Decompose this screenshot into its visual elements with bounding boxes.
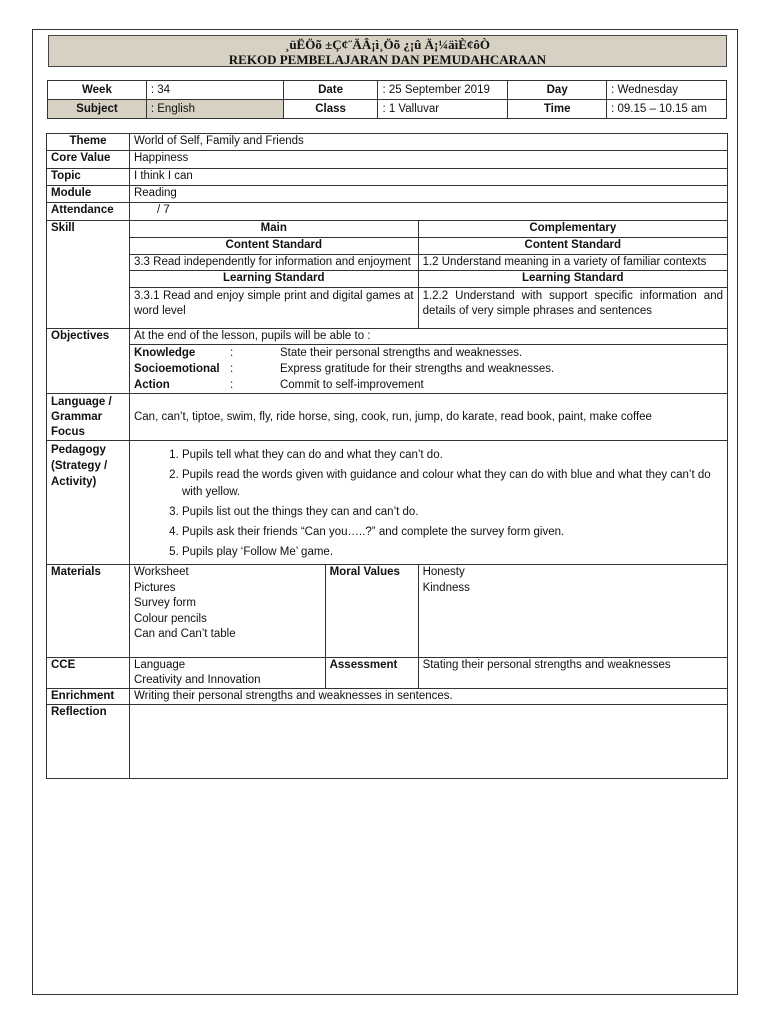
enrichment-value: Writing their personal strengths and weaknesses in sentences. <box>129 689 727 705</box>
core-value: Happiness <box>129 151 727 169</box>
week-label: Week <box>48 81 147 100</box>
header-title: REKOD PEMBELAJARAN DAN PEMUDAHCARAAN <box>228 52 547 67</box>
main-content-standard-heading: Content Standard <box>129 238 418 255</box>
reflection-label: Reflection <box>47 705 130 779</box>
pedagogy-step: 5. Pupils play ‘Follow Me’ game. <box>182 544 721 561</box>
material-item: Worksheet <box>133 566 189 578</box>
cce-list <box>129 658 325 689</box>
materials-label: Materials <box>47 565 130 658</box>
module-label: Module <box>47 186 130 203</box>
time-label: Time <box>508 100 607 119</box>
comp-learning-standard: 1.2.2 Understand with support specific information and details of very simple phrases and sentences <box>418 288 727 329</box>
header-title-tamil: ¸üËÖõ ±Ç¢¨ÄÂ¡ì¸Öõ ¿¡û Ä¡¼äìÈ¢ôÒ <box>284 37 491 52</box>
main-content-standard: 3.3 Read independently for information and enjoyment <box>129 255 418 271</box>
week-value: : 34 <box>146 81 283 100</box>
pedagogy-step: 1. Pupils tell what they can do and what they can’t do. <box>182 447 721 464</box>
moral-values-label: Moral Values <box>325 565 418 658</box>
date-label: Date <box>283 81 378 100</box>
topic-value: I think I can <box>129 169 727 186</box>
attendance-value: / 7 <box>129 203 727 221</box>
theme-label: Theme <box>47 134 130 151</box>
moral-value-item: Honesty <box>422 566 465 578</box>
module-value: Reading <box>129 186 727 203</box>
skill-label: Skill <box>47 221 130 329</box>
skill-complementary-heading: Complementary <box>418 221 727 238</box>
info-table <box>47 80 727 119</box>
main-learning-standard: 3.3.1 Read and enjoy simple print and digital games at word level <box>129 288 418 329</box>
pedagogy-step: 3. Pupils list out the things they can and can’t do. <box>182 504 721 521</box>
topic-label: Topic <box>47 169 130 186</box>
comp-content-standard: 1.2 Understand meaning in a variety of familiar contexts <box>418 255 727 271</box>
cce-item: Language <box>133 659 186 671</box>
enrichment-label: Enrichment <box>47 689 130 705</box>
objectives-label: Objectives <box>47 329 130 394</box>
language-value: Can, can’t, tiptoe, swim, fly, ride horse, sing, cook, run, jump, do karate, read book, paint, make coffee <box>129 394 727 441</box>
class-value: : 1 Valluvar <box>378 100 508 119</box>
materials-list <box>129 565 325 658</box>
language-label: Language / Grammar Focus <box>47 394 130 441</box>
material-item: Pictures <box>133 581 176 594</box>
moral-values-list <box>418 565 727 658</box>
moral-value-item: Kindness <box>422 581 470 594</box>
objective-action: Action : Commit to self-improvement <box>133 379 424 391</box>
cce-label: CCE <box>47 658 130 689</box>
document-header <box>48 35 727 67</box>
subject-value: : English <box>146 100 283 119</box>
assessment-value: Stating their personal strengths and weaknesses <box>418 658 727 689</box>
core-value-label: Core Value <box>47 151 130 169</box>
objective-socioemotional: Socioemotional : Express gratitude for their strengths and weaknesses. <box>133 363 555 375</box>
subject-label: Subject <box>48 100 147 119</box>
cce-item: Creativity and Innovation <box>133 674 261 686</box>
pedagogy-step: 2. Pupils read the words given with guidance and colour what they can do with blue and what they can’t do with yellow. <box>182 467 721 501</box>
main-learning-standard-heading: Learning Standard <box>129 271 418 288</box>
assessment-label: Assessment <box>325 658 418 689</box>
objective-knowledge: Knowledge : State their personal strengths and weaknesses. <box>133 347 523 359</box>
lesson-table <box>46 133 728 779</box>
time-value: : 09.15 – 10.15 am <box>607 100 727 119</box>
day-label: Day <box>508 81 607 100</box>
class-label: Class <box>283 100 378 119</box>
pedagogy-label: Pedagogy (Strategy / Activity) <box>47 441 130 565</box>
theme-value: World of Self, Family and Friends <box>129 134 727 151</box>
pedagogy-steps <box>129 441 727 565</box>
day-value: : Wednesday <box>607 81 727 100</box>
material-item: Survey form <box>133 597 196 609</box>
date-value: : 25 September 2019 <box>378 81 508 100</box>
pedagogy-step: 4. Pupils ask their friends “Can you…..?” and complete the survey form given. <box>182 524 721 541</box>
reflection-value <box>129 705 727 779</box>
objectives-intro: At the end of the lesson, pupils will be able to : <box>129 329 727 345</box>
material-item: Colour pencils <box>133 612 207 625</box>
comp-learning-standard-heading: Learning Standard <box>418 271 727 288</box>
pedagogy-list <box>134 447 721 561</box>
objectives-list <box>129 345 727 394</box>
material-item: Can and Can’t table <box>133 628 236 640</box>
attendance-label: Attendance <box>47 203 130 221</box>
skill-main-heading: Main <box>129 221 418 238</box>
comp-content-standard-heading: Content Standard <box>418 238 727 255</box>
